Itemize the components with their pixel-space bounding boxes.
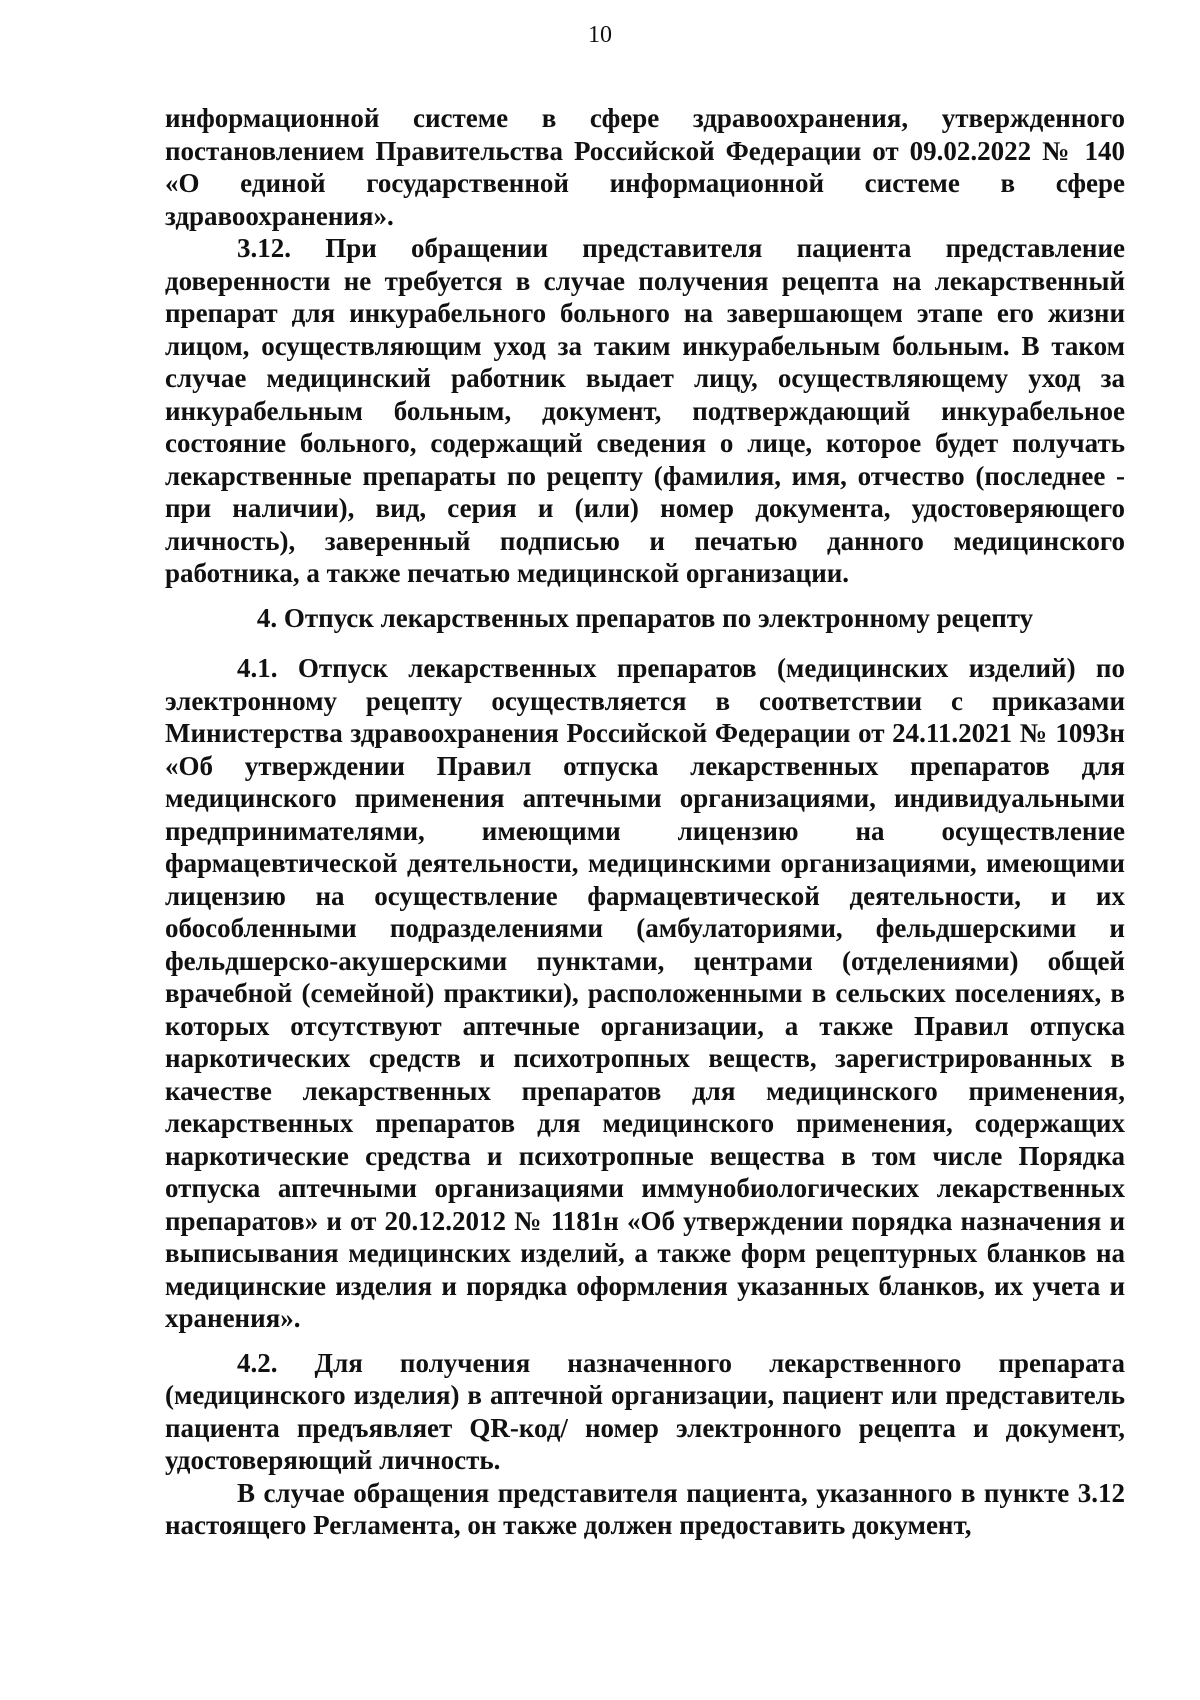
paragraph-4-2: 4.2. Для получения назначенного лекарственного препарата (медицинского изделия) в аптечной организации, пациент или представитель пациента предъявляет QR-код/ номер электронного рецепта и документ, удостоверяющий личность. xyxy=(165,1347,1125,1475)
paragraph-representative: В случае обращения представителя пациента, указанного в пункте 3.12 настоящего Регламента, он также должен предоставить документ, xyxy=(165,1477,1125,1540)
paragraph-3-12: 3.12. При обращении представителя пациента представление доверенности не требуется в случае получения рецепта на лекарственный препарат для инкурабельного больного на завершающем этапе его жизни лицом, осуществляющим уход за таким инкурабельным больным. В таком случае медицинский работник выдает лицу, осуществляющему уход за инкурабельным больным, документ, подтверждающий инкурабельное состояние больного, содержащий сведения о лице, которое будет получать лекарственные препараты по рецепту (фамилия, имя, отчество (последнее - при наличии), вид, серия и (или) номер документа, удостоверяющего личность), заверенный подписью и печатью данного медицинского работника, а также печатью медицинской организации. xyxy=(165,233,1125,588)
paragraph-4-1: 4.1. Отпуск лекарственных препаратов (медицинских изделий) по электронному рецепту осуществляется в соответствии с приказами Министерства здравоохранения Российской Федерации от 24.11.2021 № 1093н «Об утверждении Правил отпуска лекарственных препаратов для медицинского применения аптечными организациями, индивидуальными предпринимателями, имеющими лицензию на осуществление фармацевтической деятельности, медицинскими организациями, имеющими лицензию на осуществление фармацевтической деятельности, и их обособленными подразделениями (амбулаториями, фельдшерскими и фельдшерско-акушерскими пунктами, центрами (отделениями) общей врачебной (семейной) практики), расположенными в сельских поселениях, в которых отсутствуют аптечные организации, а также Правил отпуска наркотических средств и психотропных веществ, зарегистрированных в качестве лекарственных препаратов для медицинского применения, лекарственных препаратов для медицинского применения, содержащих наркотические средства и психотропные вещества в том числе Порядка отпуска аптечными организациями иммунобиологических лекарственных препаратов» и от 20.12.2012 № 1181н «Об утверждении порядка назначения и выписывания медицинских изделий, а также форм рецептурных бланков на медицинские изделия и порядка оформления указанных бланков, их учета и хранения». xyxy=(165,653,1125,1333)
page-number: 10 xyxy=(588,22,612,48)
paragraph-continuation: информационной системе в сфере здравоохранения, утвержденного постановлением Правительства Российской Федерации от 09.02.2022 № 140 «О единой государственной информационной системе в сфере здравоохранения». xyxy=(165,103,1125,231)
section-heading-4: 4. Отпуск лекарственных препаратов по электронному рецепту xyxy=(256,602,1034,633)
document-body xyxy=(165,102,1125,1542)
